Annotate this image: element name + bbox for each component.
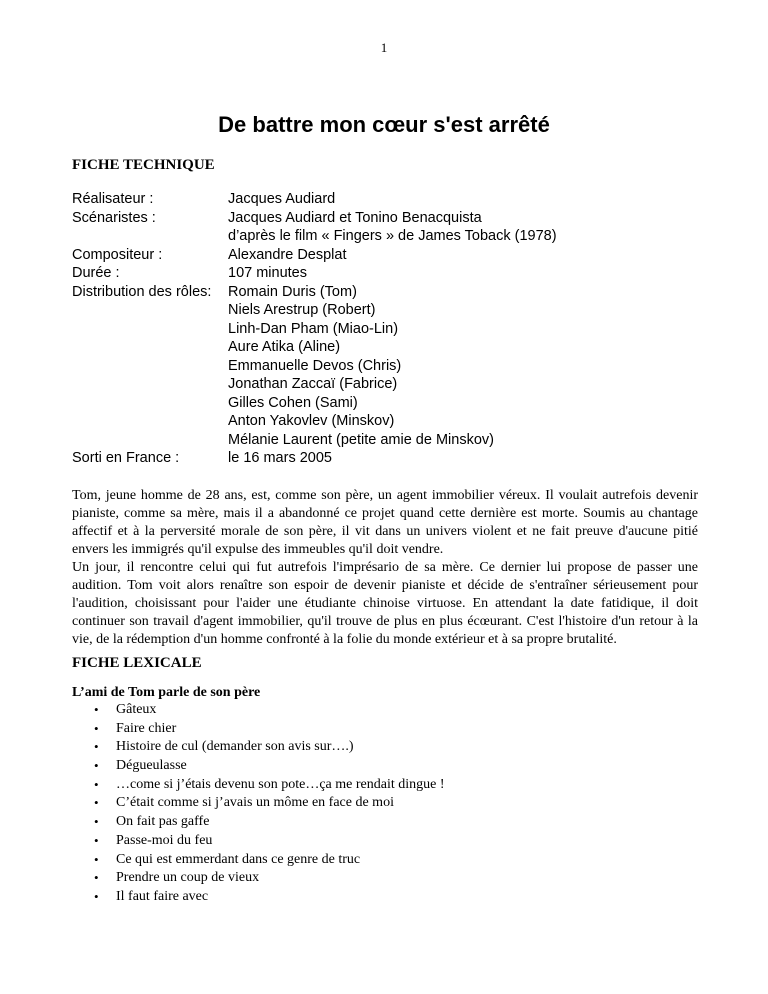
list-item	[72, 776, 445, 795]
list-item	[72, 832, 445, 851]
fiche-technique-value: Jonathan Zaccaï (Fabrice)	[228, 376, 398, 392]
list-item	[72, 720, 445, 739]
list-item-text: Dégueulasse	[116, 758, 187, 774]
fiche-technique-value: Alexandre Desplat	[228, 246, 347, 263]
list-item	[72, 813, 445, 832]
fiche-technique-row	[72, 301, 712, 320]
fiche-technique-value: Mélanie Laurent (petite amie de Minskov)	[228, 431, 494, 448]
list-item	[72, 701, 445, 720]
bullet-icon: •	[94, 888, 99, 904]
bullet-icon: •	[94, 832, 99, 848]
fiche-technique-value: Jacques Audiard	[228, 191, 336, 207]
list-item-text: Histoire de cul (demander son avis sur….)	[116, 739, 354, 755]
fiche-technique-value: le 16 mars 2005	[228, 450, 332, 466]
bullet-icon: •	[94, 720, 99, 736]
list-item-text: …come si j’étais devenu son pote…ça me rendait dingue !	[116, 776, 445, 792]
fiche-technique-label: Sorti en France :	[72, 450, 180, 466]
list-item	[72, 757, 445, 776]
page-number: 1	[380, 40, 388, 55]
synopsis-paragraph-2: Un jour, il rencontre celui qui fut autrefois l'imprésario de sa mère. Ce dernier lui propose de passer une audition. Tom voit alors renaître son espoir de devenir pianiste et décide de s'entraîner sérieusement pour l'audition, choisissant pour l'aider une étudiante chinoise virtuose. En attendant la date fatidique, il doit continuer son travail d'agent immobilier, qu'il trouve de plus en plus écœurant. C'est l'histoire d'un retour à la vie, de la rédemption d'un homme confronté à la folie du monde extérieur et à sa propre brutalité.	[72, 560, 698, 647]
fiche-technique-row	[72, 190, 712, 209]
fiche-technique-label: Scénaristes :	[72, 209, 156, 226]
fiche-technique-value: Aure Atika (Aline)	[228, 339, 341, 355]
fiche-technique-row	[72, 264, 712, 283]
list-item-text: C’était comme si j’avais un môme en face de moi	[116, 795, 394, 811]
fiche-technique-row	[72, 394, 712, 413]
synopsis-paragraph-1: Tom, jeune homme de 28 ans, est, comme son père, un agent immobilier véreux. Il voulait autrefois devenir pianiste, comme sa mère, mais il a abandonné ce projet quand cette dernière est morte. Soumis au chantage affectif et à la perversité morale de son père, il vit dans un univers violent et ne fait preuve d'aucune pitié envers les immigrés qu'il expulse des immeubles qu'il doit vendre.	[72, 488, 698, 557]
fiche-technique-value: Anton Yakovlev (Minskov)	[228, 413, 395, 429]
bullet-icon: •	[94, 795, 99, 811]
fiche-technique-label: Compositeur :	[72, 246, 163, 263]
fiche-technique-row	[72, 357, 712, 376]
fiche-technique-row	[72, 227, 712, 246]
bullet-icon: •	[94, 702, 99, 717]
list-item-text: Il faut faire avec	[116, 888, 209, 904]
list-item-text: Faire chier	[116, 720, 177, 736]
fiche-technique-row	[72, 338, 712, 357]
fiche-technique-value: Romain Duris (Tom)	[228, 283, 357, 300]
document-title: De battre mon cœur s'est arrêté	[218, 112, 550, 137]
fiche-technique-label: Distribution des rôles:	[72, 283, 212, 300]
list-item	[72, 888, 445, 907]
fiche-technique-heading: FICHE TECHNIQUE	[72, 157, 215, 173]
list-item-text: Gâteux	[116, 702, 157, 717]
bullet-icon: •	[94, 851, 99, 867]
fiche-technique-label: Durée :	[72, 265, 120, 281]
fiche-technique-value: Gilles Cohen (Sami)	[228, 394, 358, 411]
list-item	[72, 851, 445, 870]
list-item	[72, 869, 445, 888]
list-item	[72, 738, 445, 757]
lexicale-list	[72, 701, 445, 907]
fiche-technique-value: Linh-Dan Pham (Miao-Lin)	[228, 320, 399, 337]
fiche-technique-row	[72, 375, 712, 394]
fiche-technique-row	[72, 246, 712, 265]
list-item-text: On fait pas gaffe	[116, 814, 210, 830]
fiche-technique-row	[72, 449, 712, 468]
fiche-technique-row	[72, 283, 712, 302]
fiche-technique-value: Jacques Audiard et Tonino Benacquista	[228, 209, 482, 226]
list-item-text: Ce qui est emmerdant dans ce genre de truc	[116, 851, 361, 867]
fiche-lexicale-heading: FICHE LEXICALE	[72, 655, 202, 671]
bullet-icon: •	[94, 758, 99, 774]
bullet-icon: •	[94, 870, 99, 886]
fiche-technique-row	[72, 209, 712, 228]
fiche-technique-value: d’après le film « Fingers » de James Toback (1978)	[228, 228, 557, 244]
fiche-technique-label: Réalisateur :	[72, 191, 154, 207]
fiche-technique-value: 107 minutes	[228, 265, 307, 281]
fiche-technique-row	[72, 320, 712, 339]
list-item-text: Prendre un coup de vieux	[116, 870, 260, 886]
lexicale-subheading: L’ami de Tom parle de son père	[72, 685, 261, 700]
fiche-technique-row	[72, 412, 712, 431]
fiche-technique-value: Niels Arestrup (Robert)	[228, 302, 376, 318]
bullet-icon: •	[94, 776, 99, 792]
fiche-technique-table	[72, 190, 712, 468]
bullet-icon: •	[94, 739, 99, 755]
bullet-icon: •	[94, 814, 99, 830]
fiche-technique-row	[72, 431, 712, 450]
list-item	[72, 794, 445, 813]
fiche-technique-value: Emmanuelle Devos (Chris)	[228, 357, 402, 374]
list-item-text: Passe-moi du feu	[116, 832, 213, 848]
